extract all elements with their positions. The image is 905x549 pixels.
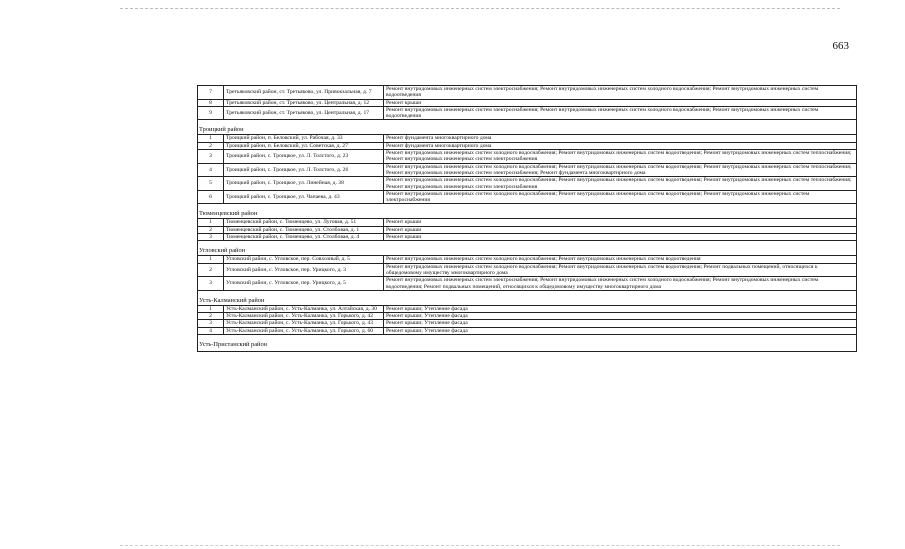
region-header-row [198,241,857,256]
row-address: Троицкий район, п. Беловский, ул. Рабочая, д. 33 [224,135,384,142]
region-header-row [198,120,857,135]
row-number: 3 [198,150,224,164]
table-row [198,177,857,191]
table-row [198,142,857,149]
table-end-row [198,349,857,352]
table-row [198,234,857,241]
row-address: Усть-Калманский район, с. Усть-Калманка, ул. Горького, д. 42 [224,313,384,320]
table-row [198,135,857,142]
row-works: Ремонт внутридомовых инженерных систем холодного водоснабжения; Ремонт внутридомовых инженерных систем водоотведения; Ремонт внутридомовых инженерных систем теплоснабжения; Ремонт внутридомовых инженерных систем электроснабжения [384,177,857,191]
row-number: 3 [198,234,224,241]
row-works: Ремонт внутридомовых инженерных систем электроснабжения; Ремонт внутридомовых инженерных систем холодного водоснабжения; Ремонт внутридомовых инженерных систем водоотведения [384,86,857,100]
row-works: Ремонт крыши [384,234,857,241]
row-address: Троицкий район, с. Троицкое, ул. Л. Толстого, д. 26 [224,163,384,177]
row-works: Ремонт крыши [384,99,857,106]
table-row [198,263,857,277]
row-works: Ремонт внутридомовых инженерных систем холодного водоснабжения; Ремонт внутридомовых инженерных систем водоотведения; Ремонт внутридомовых инженерных систем электроснабжения [384,190,857,204]
row-number: 1 [198,256,224,263]
row-works: Ремонт фундамента многоквартирного дома [384,135,857,142]
table-end-cell [198,349,857,352]
row-address: Троицкий район, с. Троицкое, ул. Л. Толстого, д. 23 [224,150,384,164]
row-number: 2 [198,226,224,233]
row-works: Ремонт фундамента многоквартирного дома [384,142,857,149]
table-row [198,219,857,226]
page-number: 663 [832,40,849,52]
table-row [198,256,857,263]
table-row [198,106,857,120]
row-number: 2 [198,142,224,149]
row-number: 3 [198,277,224,291]
row-number: 2 [198,263,224,277]
row-address: Троицкий район, с. Троицкое, ул. Чапаева, д. 43 [224,190,384,204]
region-title: Усть-Калманский район [198,290,857,305]
row-works: Ремонт крыши; Утепление фасада [384,305,857,312]
scan-bottom-edge [120,545,840,546]
table-row [198,163,857,177]
row-works: Ремонт внутридомовых инженерных систем электроснабжения; Ремонт внутридомовых инженерных систем холодного водоснабжения; Ремонт внутридомовых инженерных систем водоотведения [384,106,857,120]
row-number: 2 [198,313,224,320]
row-number: 8 [198,99,224,106]
row-address: Третьяковский район, ст. Третьяково, ул. Центральная, д. 17 [224,106,384,120]
row-number: 5 [198,177,224,191]
table-row [198,86,857,100]
row-address: Угловский район, с. Угловское, пер. Урицкого, д. 5 [224,277,384,291]
table-row [198,327,857,334]
row-number: 1 [198,305,224,312]
row-number: 7 [198,86,224,100]
table-row [198,305,857,312]
row-address: Угловский район, с. Угловское, пер. Совхозный, д. 5 [224,256,384,263]
row-number: 9 [198,106,224,120]
row-works: Ремонт крыши; Утепление фасада [384,320,857,327]
row-number: 3 [198,320,224,327]
region-header-row [198,290,857,305]
row-address: Троицкий район, п. Беловский, ул. Советская, д. 27 [224,142,384,149]
row-address: Усть-Калманский район, с. Усть-Калманка, ул. Горького, д. 60 [224,327,384,334]
row-address: Усть-Калманский район, с. Усть-Калманка, ул. Алтайская, д. 30 [224,305,384,312]
region-header-row [198,335,857,350]
repair-works-table [197,85,857,352]
scan-top-edge [120,8,840,9]
row-works: Ремонт крыши; Утепление фасада [384,313,857,320]
region-title: Троицкий район [198,120,857,135]
table-row [198,320,857,327]
row-number: 1 [198,219,224,226]
table-row [198,313,857,320]
row-works: Ремонт внутридомовых инженерных систем холодного водоснабжения; Ремонт внутридомовых инженерных систем водоотведения; Ремонт внутридомовых инженерных систем теплоснабжения; Ремонт внутридомовых инженерных систем электроснабжения [384,150,857,164]
table-row [198,226,857,233]
region-title: Тюменцевский район [198,204,857,219]
row-address: Тюменцевский район, с. Тюменцево, ул. Столбовая, д. 1 [224,226,384,233]
row-address: Троицкий район, с. Троицкое, ул. Линейная, д. 38 [224,177,384,191]
region-title: Усть-Пристанский район [198,335,857,350]
row-works: Ремонт крыши; Утепление фасада [384,327,857,334]
row-works: Ремонт крыши [384,226,857,233]
row-address: Третьяковский район, ст. Третьяково, ул. Привокзальная, д. 7 [224,86,384,100]
row-address: Тюменцевский район, с. Тюменцево, ул. Столбовая, д. 4 [224,234,384,241]
table-row [198,150,857,164]
region-title: Угловский район [198,241,857,256]
row-works: Ремонт внутридомовых инженерных систем холодного водоснабжения; Ремонт внутридомовых инженерных систем водоотведения; Ремонт внутридомовых инженерных систем теплоснабжения; Ремонт внутридомовых инженерных систем электроснабжения; Ремонт фундамента многоквартирного дома [384,163,857,177]
row-address: Тюменцевский район, с. Тюменцево, ул. Луговая, д. 51 [224,219,384,226]
row-works: Ремонт внутридомовых инженерных систем холодного водоснабжения; Ремонт внутридомовых инженерных систем водоотведения; Ремонт подвальных помещений, относящихся к общедомовому имуществу многоквартирного дома [384,263,857,277]
row-address: Третьяковский район, ст. Третьяково, ул. Центральная, д. 12 [224,99,384,106]
table-row [198,99,857,106]
row-works: Ремонт внутридомовых инженерных систем электроснабжения; Ремонт внутридомовых инженерных систем холодного водоснабжения; Ремонт внутридомовых инженерных систем водоотведения; Ремонт подвальных помещений, относящихся к общедомовому имуществу многоквартирного дома [384,277,857,291]
table-row [198,277,857,291]
row-address: Усть-Калманский район, с. Усть-Калманка, ул. Горького, д. 43 [224,320,384,327]
table-row [198,190,857,204]
region-header-row [198,204,857,219]
row-address: Угловский район, с. Угловское, пер. Урицкого, д. 3 [224,263,384,277]
row-number: 1 [198,135,224,142]
row-works: Ремонт внутридомовых инженерных систем холодного водоснабжения; Ремонт внутридомовых инженерных систем водоотведения [384,256,857,263]
row-number: 6 [198,190,224,204]
row-number: 4 [198,163,224,177]
row-works: Ремонт крыши [384,219,857,226]
row-number: 4 [198,327,224,334]
repair-table [197,85,857,352]
